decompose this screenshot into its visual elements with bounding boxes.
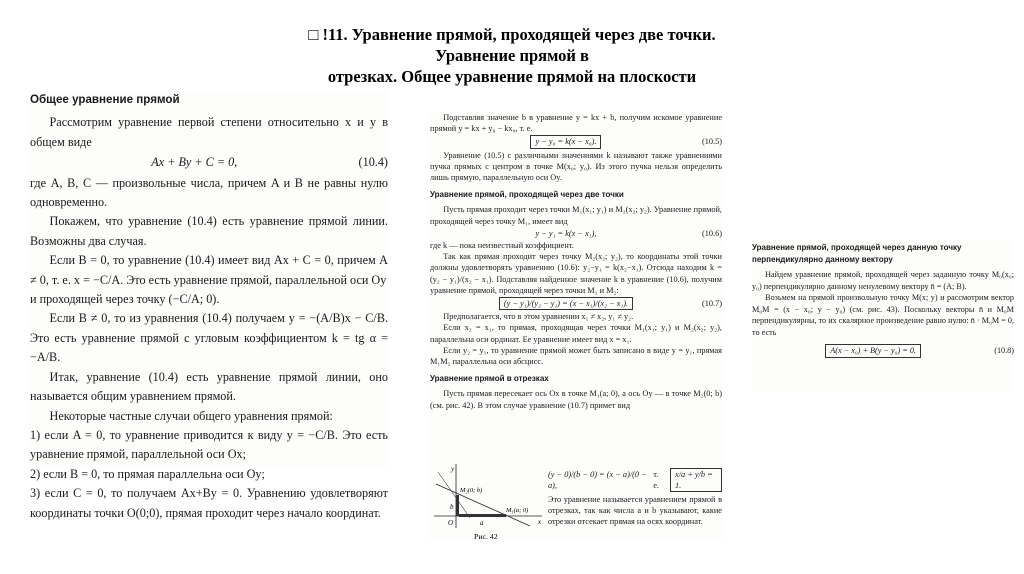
- title-line-2: Уравнение прямой в: [435, 46, 589, 65]
- equation-intercepts: [548, 468, 722, 492]
- paragraph: Если B = 0, то уравнение (10.4) имеет вид Ax + C = 0, причем A ≠ 0, т. е. x = −C/A. Это есть уравнение прямой, параллельной оси Oy: [30, 253, 388, 287]
- section-heading-two-points: Уравнение прямой, проходящей через две точки: [430, 190, 624, 200]
- a-segment: [459, 514, 506, 517]
- equation-10-5: [430, 135, 722, 148]
- paragraph: Пусть прямая проходит через точки M₁(x₁; y₁) и M₂(x₂; y₂). Уравнение прямой, проходящей через точку M₁, имеет вид: [430, 205, 722, 226]
- paragraph: Если B ≠ 0, то из уравнения (10.4) получаем y = −(A/B)x − C/B. Это есть уравнение прямой с угловым коэффициентом k = tg α = −A/B.: [30, 311, 388, 365]
- equation-formula: (y − 0)/(b − 0) = (x − a)/(0 − a),: [548, 470, 647, 491]
- paragraph: Покажем, что уравнение (10.4) есть уравнение прямой линии. Возможны два случая.: [30, 214, 388, 248]
- equation-formula: Ax + By + C = 0,: [151, 155, 238, 170]
- equation-connector: т. е.: [653, 470, 659, 491]
- paragraph: Рассмотрим уравнение первой степени относительно x и y в общем виде: [30, 115, 388, 149]
- equation-number: (10.4): [358, 155, 388, 170]
- scan-general-equation: [30, 90, 388, 520]
- heading-line: Уравнение прямой, проходящей через данную точку: [752, 243, 962, 252]
- paragraph: 3) если C = 0, то получаем Ax+By = 0. Уравнению удовлетворяют координаты точки O(0;0), прямая проходит через начало координат.: [30, 486, 388, 520]
- paragraph: где k — пока неизвестный коэффициент.: [430, 241, 574, 251]
- paragraph: где A, B, C — произвольные числа, причем A и B не равны нулю одновременно.: [30, 175, 388, 210]
- paragraph: Предполагается, что в этом уравнении x₁ ≠ x₂, y₁ ≠ y₂.: [443, 312, 634, 322]
- scan-perpendicular-equation: [752, 240, 1014, 392]
- paragraph: 1) если A = 0, то уравнение приводится к виду y = −C/B. Это есть уравнение прямой, параллельной оси Ox;: [30, 427, 388, 462]
- equation-number: (10.8): [994, 346, 1014, 355]
- paragraph: Уравнение (10.5) с различными значениями k называют также уравнениями пучка прямых с центром в точке M(x₀; y₀). Из этого пучка нельзя определить лишь прямую, параллельную оси Oy.: [430, 150, 722, 183]
- paragraph: Если y₂ = y₁, то уравнение прямой может быть записано в виде y = y₁, прямая M₁M₂ параллельна оси абсцисс.: [430, 345, 722, 367]
- title-line-3: отрезках. Общее уравнение прямой на плоскости: [327, 67, 697, 86]
- heading-line: перпендикулярно данному вектору: [752, 254, 893, 264]
- equation-number: (10.6): [701, 228, 722, 238]
- equation-formula: y − y₀ = k(x − x₀).: [530, 135, 601, 148]
- paragraph: Если x₂ = x₁, то прямая, проходящая через точки M₁(x₁; y₁) и M₂(x₂; y₂), параллельна оси ординат. Ее уравнение имеет вид x = x₁.: [430, 323, 722, 344]
- paragraph: Итак, уравнение (10.4) есть уравнение прямой линии, оно называется общим уравнением прямой.: [30, 369, 388, 404]
- equation-number: (10.5): [701, 137, 722, 147]
- paragraph: Возьмем на прямой произвольную точку M(x; y) и рассмотрим вектор M₀M = (x − x₀; y − y₀) (см. рис. 43). Поскольку векторы n̄ и M₀M перпендикулярны, то их скалярное произведение равно нулю: n̄ · M₀M = 0, то есть: [752, 293, 1014, 337]
- paragraph: Некоторые частные случаи общего уравнения прямой:: [49, 408, 333, 423]
- origin-label: O: [448, 519, 454, 527]
- paragraph: Пусть прямая пересекает ось Ox в точке M₁(a; 0), а ось Oy — в точке M₂(0; b) (см. рис. 42). В этом случае уравнение (10.7) примет вид: [430, 389, 722, 410]
- equation-formula: A(x − x₀) + B(y − y₀) = 0.: [825, 344, 921, 358]
- title-line-1: □ !11. Уравнение прямой, проходящей через две точки.: [308, 25, 716, 44]
- paragraph: Подставляя значение b в уравнение y = kx + b, получим искомое уравнение прямой y = kx + y₀ − kx₀, т. е.: [430, 113, 722, 134]
- paragraph: 2) если B = 0, то прямая параллельна оси Oy;: [30, 466, 265, 481]
- a-label: a: [480, 519, 484, 527]
- equation-10-6: [430, 228, 722, 239]
- equation-formula-boxed: x/a + y/b = 1.: [670, 468, 722, 492]
- equation-formula: y − y₁ = k(x − x₁),: [535, 228, 597, 238]
- equation-10-4: [30, 153, 388, 172]
- section-heading-intercepts: Уравнение прямой в отрезках: [430, 374, 549, 384]
- paragraph: Это уравнение называется уравнением прямой в отрезках, так как числа a и b указывают, какие отрезки отсекает прямая на осях координат.: [548, 495, 722, 527]
- scan-two-points-equation: [430, 112, 722, 542]
- paragraph: и проходящей через точку (−C/A; 0).: [30, 292, 220, 307]
- m1-label: M₁(a; 0): [506, 507, 529, 514]
- y-axis-label: y: [451, 465, 455, 473]
- equation-number: (10.7): [701, 299, 722, 309]
- figure-caption: Рис. 42: [474, 532, 498, 541]
- section-heading-general: Общее уравнение прямой: [30, 93, 180, 106]
- m2-label: M₂(0; b): [460, 487, 483, 494]
- equation-10-8: [752, 344, 1014, 358]
- equation-10-7: [430, 297, 722, 310]
- paragraph: Найдем уравнение прямой, проходящей через заданную точку M₀(x₀; y₀) перпендикулярно данному ненулевому вектору n̄ = (A; B).: [752, 270, 1014, 291]
- figure-42: [430, 462, 546, 542]
- x-axis-label: x: [538, 518, 542, 526]
- helper-line: [438, 472, 470, 518]
- equation-formula: (y − y₁)/(y₂ − y₁) = (x − x₁)/(x₂ − x₁).: [499, 297, 633, 310]
- paragraph: Так как прямая проходит через точку M₂(x₂; y₂), то координаты этой точки должны удовлетворять уравнению (10.6): y₂−y₁ = k(x₂−x₁). Отсюда находим k = (y₂ − y₁)/(x₂ − x₁). Подставляя найденное значение k в уравнение (10.6), получим уравнение прямой, проходящей через точки M₁ и M₂:: [430, 252, 722, 295]
- b-segment: [456, 495, 459, 516]
- b-label: b: [450, 503, 454, 511]
- slide-title: [140, 24, 884, 87]
- section-heading-perpendicular: [752, 242, 1014, 265]
